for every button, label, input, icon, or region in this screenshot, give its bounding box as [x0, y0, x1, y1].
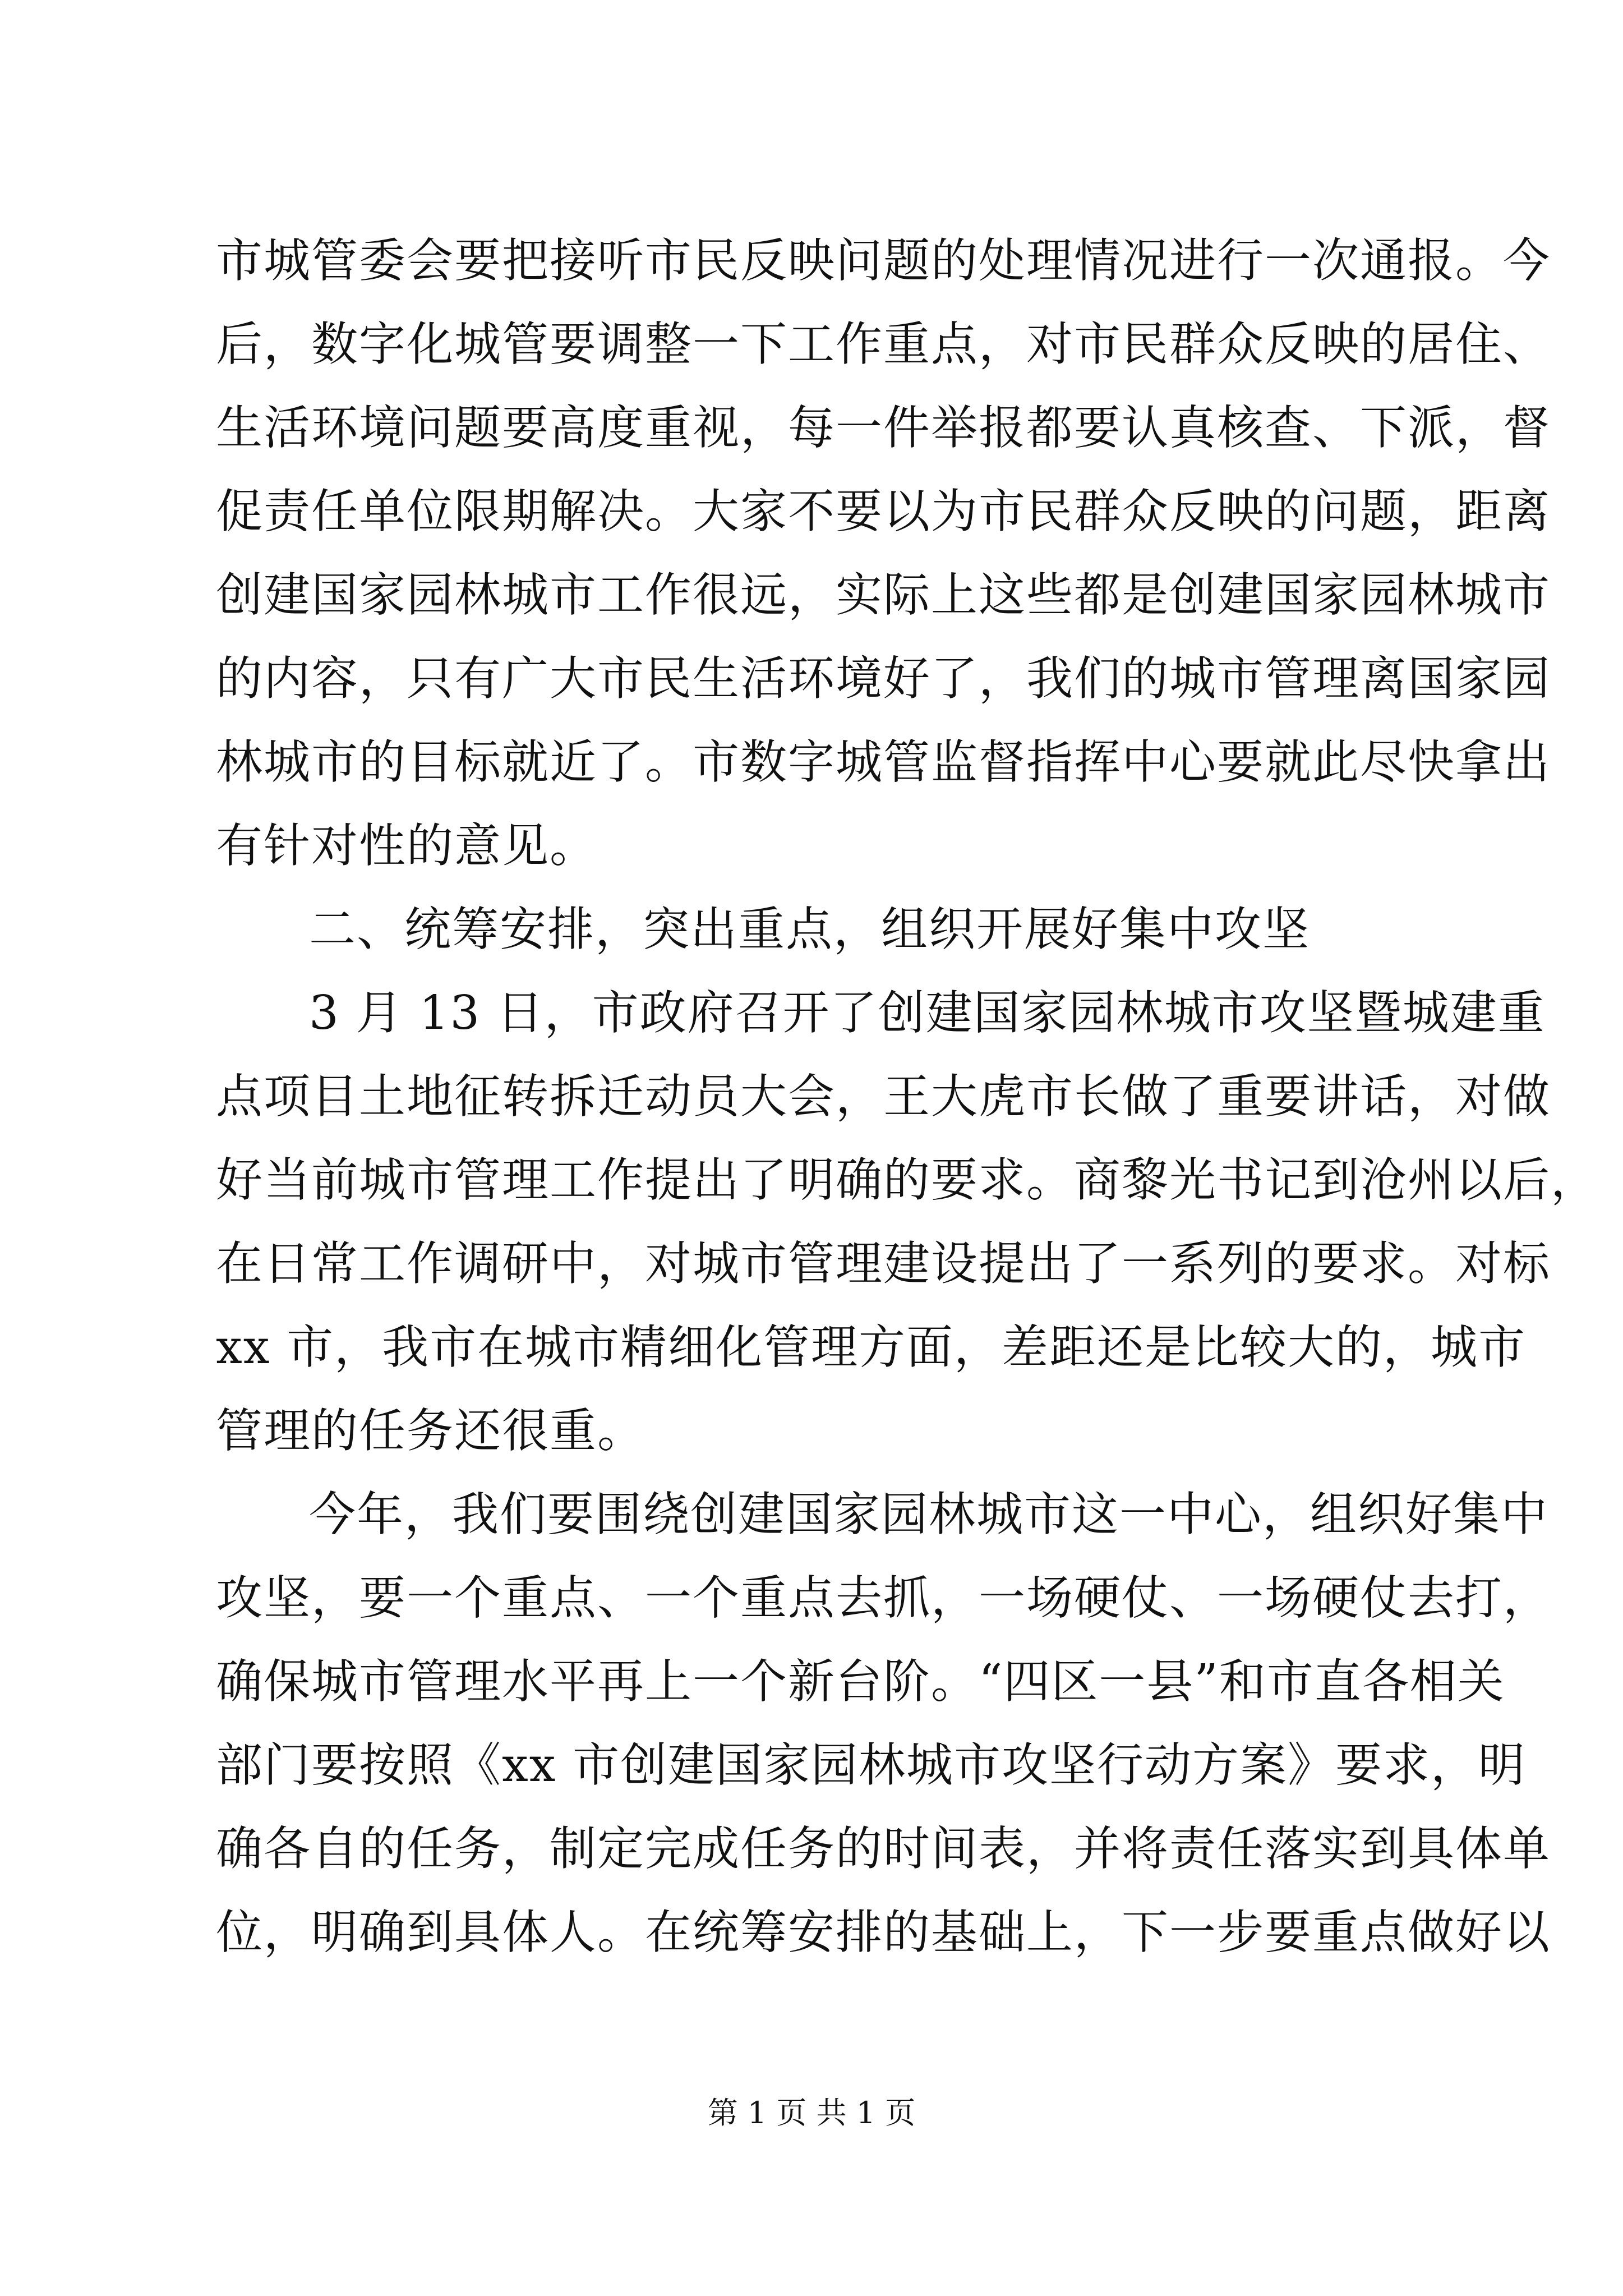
text-line: 确各自的任务，制定完成任务的时间表，并将责任落实到具体单 [216, 1821, 1551, 1876]
page-footer: 第 1 页 共 1 页 [707, 2095, 916, 2131]
text-line: 点项目土地征转拆迁动员大会，王大虎市长做了重要讲话，对做 [216, 1069, 1551, 1124]
text-line: 好当前城市管理工作提出了明确的要求。商黎光书记到沧州以后， [216, 1153, 1598, 1207]
text-line: 生活环境问题要高度重视，每一件举报都要认真核查、下派，督 [216, 401, 1551, 455]
text-line: 在日常工作调研中，对城市管理建设提出了一系列的要求。对标 [216, 1236, 1551, 1291]
text-line: 后，数字化城管要调整一下工作重点，对市民群众反映的居住、 [216, 317, 1551, 371]
text-line: 林城市的目标就近了。市数字城管监督指挥中心要就此尽快拿出 [216, 735, 1551, 789]
text-line: xx 市，我市在城市精细化管理方面，差距还是比较大的，城市 [216, 1320, 1526, 1374]
text-line: 位，明确到具体人。在统筹安排的基础上，下一步要重点做好以 [216, 1905, 1551, 1959]
text-line: 攻坚，要一个重点、一个重点去抓，一场硬仗、一场硬仗去打， [216, 1571, 1551, 1625]
text-line: 创建国家园林城市工作很远，实际上这些都是创建国家园林城市 [216, 568, 1551, 622]
text-line: 促责任单位限期解决。大家不要以为市民群众反映的问题，距离 [216, 484, 1551, 539]
text-line: 部门要按照《xx 市创建国家园林城市攻坚行动方案》要求，明 [216, 1738, 1526, 1792]
text-line: 有针对性的意见。 [216, 818, 597, 873]
text-line: 确保城市管理水平再上一个新台阶。“四区一县”和市直各相关 [216, 1654, 1505, 1709]
section-heading: 二、统筹安排，突出重点，组织开展好集中攻坚 [309, 902, 1310, 956]
text-line: 3 月 13 日，市政府召开了创建国家园林城市攻坚暨城建重 [309, 986, 1546, 1040]
text-line: 管理的任务还很重。 [216, 1404, 645, 1458]
text-line: 市城管委会要把接听市民反映问题的处理情况进行一次通报。今 [216, 233, 1551, 288]
text-line: 的内容，只有广大市民生活环境好了，我们的城市管理离国家园 [216, 651, 1551, 706]
text-line: 今年，我们要围绕创建国家园林城市这一中心，组织好集中 [309, 1487, 1548, 1542]
document-body [216, 219, 1598, 1974]
